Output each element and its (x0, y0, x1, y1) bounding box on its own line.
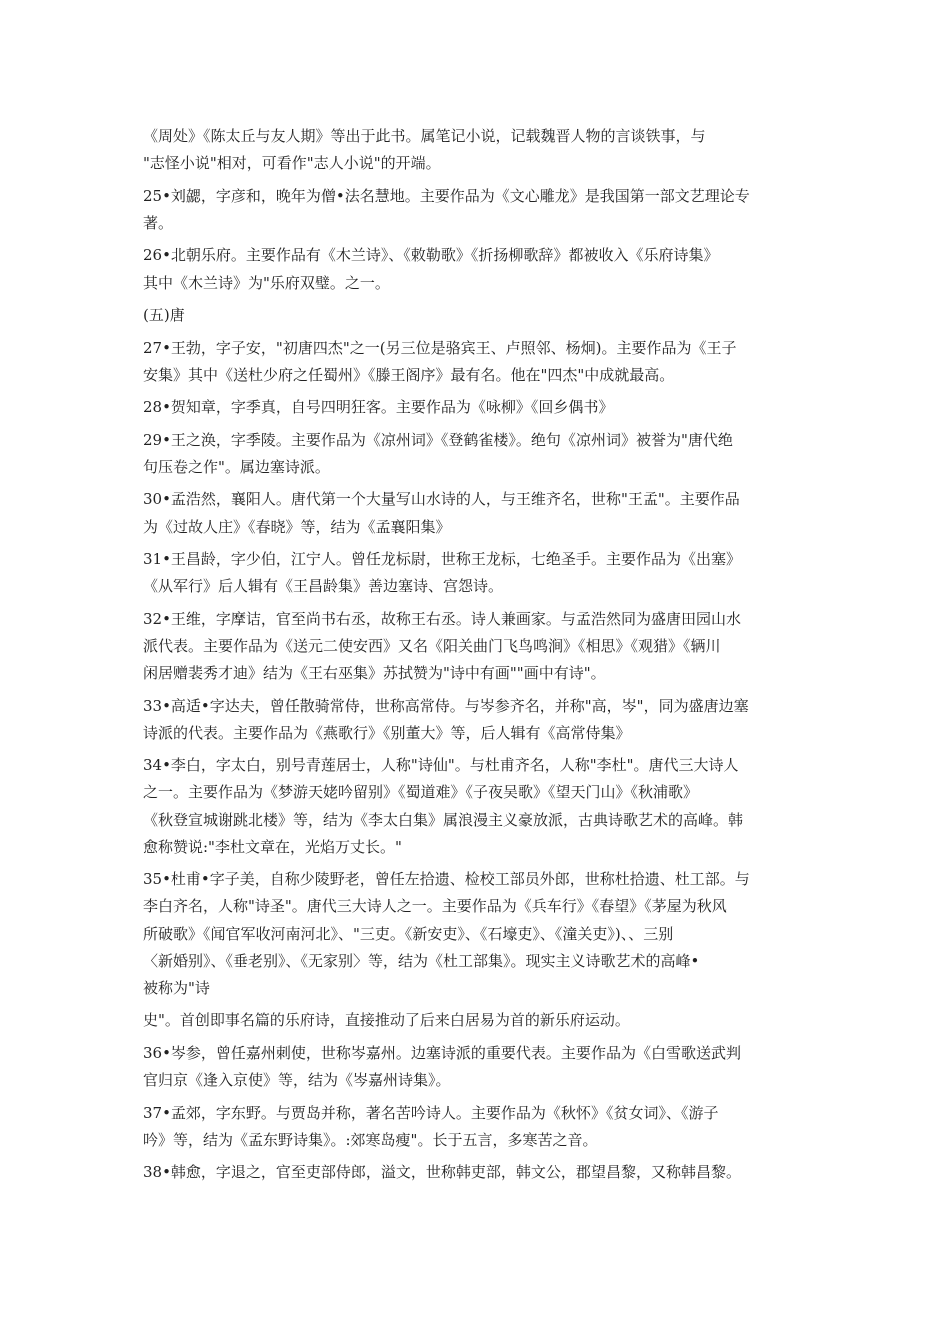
text-line: 28•贺知章，字季真，自号四明狂客。主要作品为《咏柳》《回乡偶书》 (143, 398, 614, 417)
text-line: 闲居赠裴秀才迪》结为《王右巫集》苏拭赞为"诗中有画""画中有诗"。 (143, 664, 606, 683)
text-line: 〈新婚别》、《垂老别》、《无家别〉等，结为《杜工部集》。现实主义诗歌艺术的高峰• (143, 951, 700, 970)
text-line: 31•王昌龄，字少伯，江宁人。曾任龙标尉，世称王龙标，七绝圣手。主要作品为《出塞》 (143, 550, 741, 568)
text-line: 李白齐名，人称"诗圣"。唐代三大诗人之一。主要作品为《兵车行》《春望》《茅屋为秋风 (143, 897, 727, 916)
text-line: 之一。主要作品为《梦游天姥吟留别》《蜀道难》《子夜吴歌》《望天门山》《秋浦歌》 (143, 783, 699, 802)
text-line: 36•岑参，曾任嘉州刺使，世称岑嘉州。边塞诗派的重要代表。主要作品为《白雪歌送武判 (143, 1043, 741, 1062)
text-line: 37•孟郊，字东野。与贾岛并称，著名苦吟诗人。主要作品为《秋怀》《贫女词》、《游子 (143, 1103, 719, 1122)
text-line: 所破歌》《闻官军收河南河北》、"三吏。《新安吏》、《石壕吏》、《潼关吏》)、、三别 (143, 924, 674, 943)
text-line: 句压卷之作"。属边塞诗派。 (143, 457, 330, 476)
text-line: 《周处》《陈太丘与友人期》等出于此书。属笔记小说，记载魏晋人物的言谈铁事，与 (143, 127, 706, 145)
text-line: 38•韩愈，字退之，官至吏部侍郎，溢文，世称韩吏部，韩文公，郡望昌黎，又称韩昌黎。 (143, 1163, 741, 1182)
text-line: 《从军行》后人辑有《王昌龄集》善边塞诗、宫怨诗。 (143, 577, 504, 596)
text-line: 29•王之涣，字季陵。主要作品为《凉州词》《登鹤雀楼》。绝句《凉州词》被誉为"唐代绝 (143, 430, 733, 449)
text-line: 为《过故人庄》《春晓》等，结为《孟襄阳集》 (143, 517, 451, 536)
text-line: 愈称赞说:"李杜文章在，光焰万丈长。" (143, 837, 402, 856)
text-line: "志怪小说"相对，可看作"志人小说"的开端。 (143, 154, 441, 173)
text-line: 诗派的代表。主要作品为《燕歌行》《别董大》等，后人辑有《高常侍集》 (143, 723, 631, 742)
text-line: 安集》其中《送杜少府之任蜀州》《滕王阁序》最有名。他在"四杰"中成就最高。 (143, 365, 675, 384)
document-body (143, 123, 813, 1187)
text-line: 34•李白，字太白，别号青莲居士，人称"诗仙"。与杜甫齐名，人称"李杜"。唐代三大诗人 (143, 756, 739, 775)
text-line: 吟》等，结为《孟东野诗集》。:郊寒岛瘦"。长于五言，多寒苦之音。 (143, 1130, 598, 1149)
text-line: 史"。首创即事名篇的乐府诗，直接推动了后来白居易为首的新乐府运动。 (143, 1011, 630, 1030)
text-line: 其中《木兰诗》为"乐府双璧。之一。 (143, 273, 390, 292)
text-line: 32•王维，字摩诘，官至尚书右丞，故称王右丞。诗人兼画家。与孟浩然同为盛唐田园山水 (143, 609, 741, 628)
text-line: 33•高适•字达夫，曾任散骑常侍，世称高常侍。与岑参齐名，并称"高，岑"，同为盛唐边塞 (143, 696, 749, 715)
text-line: 25•刘勰，字彦和，晚年为僧•法名慧地。主要作品为《文心雕龙》是我国第一部文艺理论专 (143, 186, 750, 205)
section-heading: (五)唐 (143, 306, 185, 325)
text-line: 26•北朝乐府。主要作品有《木兰诗》、《敕勒歌》《折扬柳歌辞》都被收入《乐府诗集》 (143, 246, 719, 265)
text-line: 派代表。主要作品为《送元二使安西》又名《阳关曲门飞鸟鸣涧》《相思》《观猎》《辆川 (143, 636, 721, 655)
text-line: 著。 (143, 213, 174, 232)
text-line: 30•孟浩然，襄阳人。唐代第一个大量写山水诗的人，与王维齐名，世称"王孟"。主要作品 (143, 490, 740, 509)
text-line: 官归京《逢入京使》等，结为《岑嘉州诗集》。 (143, 1071, 451, 1090)
text-line: 27•王勃，字子安，"初唐四杰"之一(另三位是骆宾王、卢照邻、杨炯)。主要作品为《王子 (143, 338, 737, 357)
text-line: 被称为"诗 (143, 979, 210, 997)
text-line: 35•杜甫•字子美，自称少陵野老，曾任左拾遗、检校工部员外郎，世称杜拾遗、杜工部。与 (143, 870, 750, 889)
text-line: 《秋登宣城谢跳北楼》等，结为《李太白集》属浪漫主义豪放派，古典诗歌艺术的高峰。韩 (143, 810, 744, 829)
